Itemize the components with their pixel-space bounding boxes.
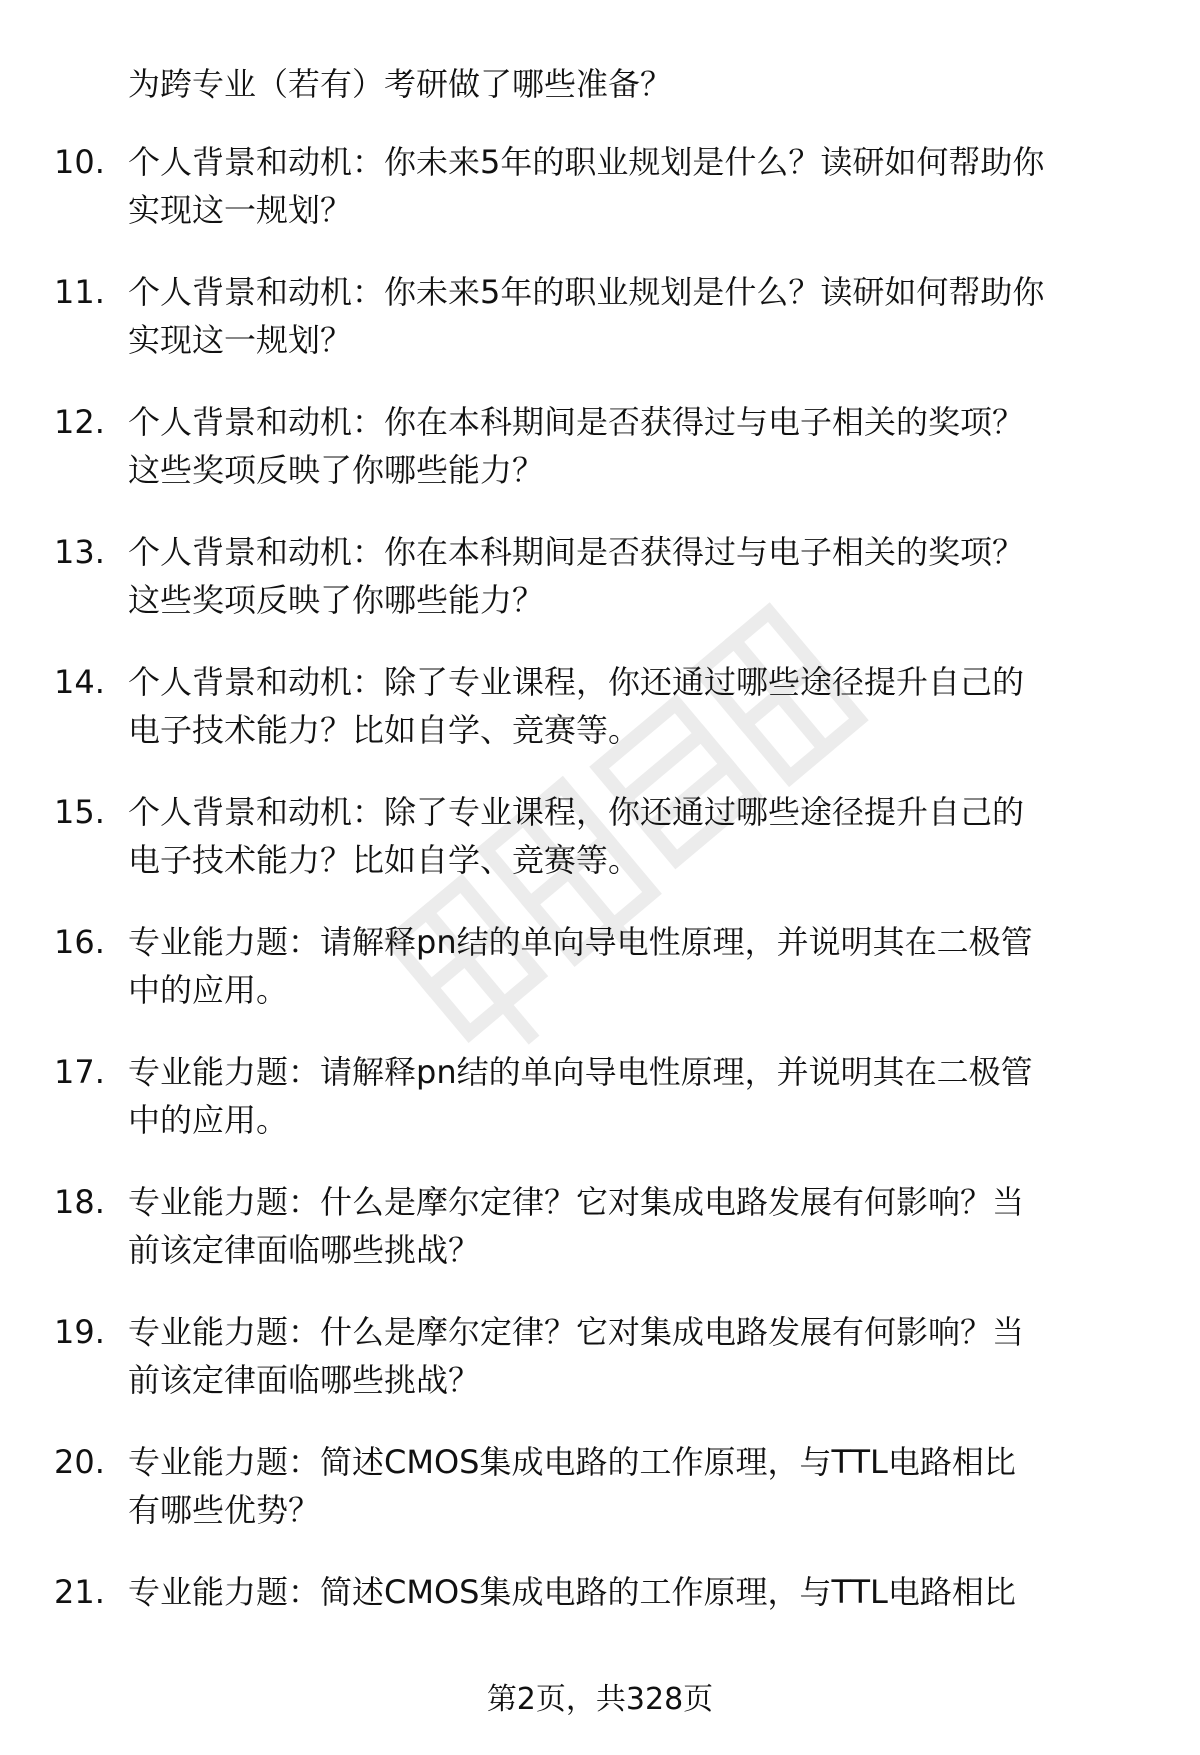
question-text: 个人背景和动机：你在本科期间是否获得过与电子相关的奖项？ 这些奖项反映了你哪些能力？: [128, 533, 1025, 619]
question-number: 15.: [54, 793, 105, 831]
question-number: 10.: [54, 143, 105, 181]
question-item: [0, 268, 1200, 398]
question-item: [0, 788, 1200, 918]
page-footer: 第2页，共328页: [486, 1682, 714, 1717]
question-number: 21.: [54, 1573, 105, 1611]
question-item: [0, 398, 1200, 528]
question-item: [0, 1308, 1200, 1438]
question-item: [0, 1438, 1200, 1568]
question-number: 14.: [54, 663, 105, 701]
question-number: 17.: [54, 1053, 105, 1091]
question-item: [0, 1048, 1200, 1178]
question-list: [0, 138, 1200, 1698]
question-text: 个人背景和动机：除了专业课程，你还通过哪些途径提升自己的 电子技术能力？比如自学、竞赛等。: [128, 663, 1025, 749]
question-number: 20.: [54, 1443, 105, 1481]
question-text: 专业能力题：请解释pn结的单向导电性原理，并说明其在二极管 中的应用。: [128, 923, 1033, 1009]
question-number: 18.: [54, 1183, 105, 1221]
question-text: 专业能力题：什么是摩尔定律？它对集成电路发展有何影响？当 前该定律面临哪些挑战？: [128, 1183, 1025, 1269]
continued-question-line: 为跨专业（若有）考研做了哪些准备？: [128, 65, 673, 103]
question-text: 专业能力题：简述CMOS集成电路的工作原理，与TTL电路相比 有哪些优势？: [128, 1443, 1016, 1529]
question-number: 13.: [54, 533, 105, 571]
question-item: [0, 658, 1200, 788]
question-text: 专业能力题：什么是摩尔定律？它对集成电路发展有何影响？当 前该定律面临哪些挑战？: [128, 1313, 1025, 1399]
question-number: 11.: [54, 273, 105, 311]
question-text: 个人背景和动机：除了专业课程，你还通过哪些途径提升自己的 电子技术能力？比如自学、竞赛等。: [128, 793, 1025, 879]
question-item: [0, 1178, 1200, 1308]
question-number: 12.: [54, 403, 105, 441]
question-item: [0, 528, 1200, 658]
question-text: 专业能力题：请解释pn结的单向导电性原理，并说明其在二极管 中的应用。: [128, 1053, 1033, 1139]
question-text: 专业能力题：简述CMOS集成电路的工作原理，与TTL电路相比: [128, 1573, 1016, 1611]
question-item: [0, 918, 1200, 1048]
question-item: [0, 138, 1200, 268]
question-text: 个人背景和动机：你未来5年的职业规划是什么？读研如何帮助你 实现这一规划？: [128, 143, 1045, 229]
question-item: [0, 1568, 1200, 1698]
question-number: 16.: [54, 923, 105, 961]
question-text: 个人背景和动机：你未来5年的职业规划是什么？读研如何帮助你 实现这一规划？: [128, 273, 1045, 359]
question-text: 个人背景和动机：你在本科期间是否获得过与电子相关的奖项？ 这些奖项反映了你哪些能力？: [128, 403, 1025, 489]
question-number: 19.: [54, 1313, 105, 1351]
